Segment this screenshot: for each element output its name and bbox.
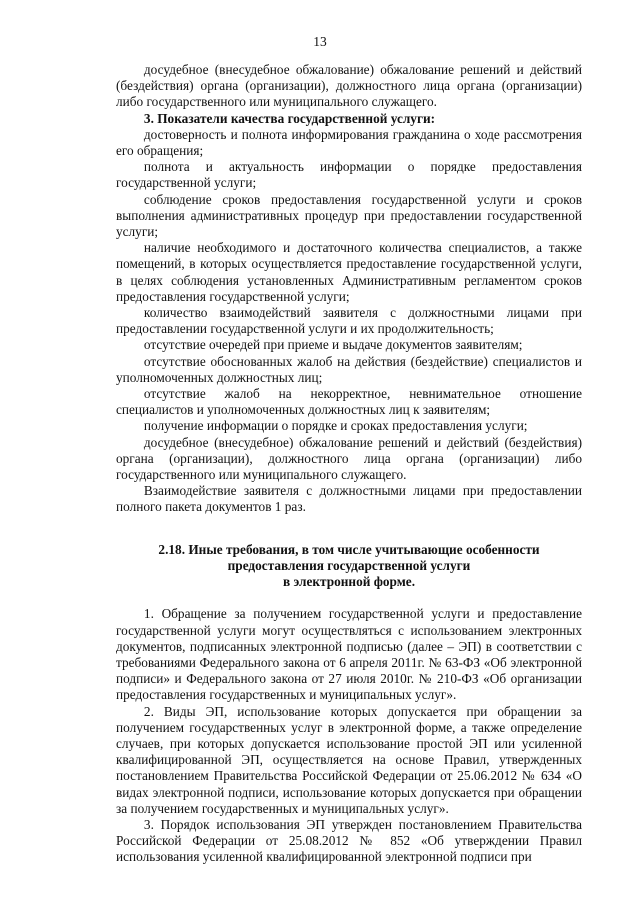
section-body <box>116 606 582 865</box>
quality-item: отсутствие обоснованных жалоб на действия (бездействие) специалистов и уполномоченных должностных лиц; <box>116 353 582 385</box>
intro-paragraph: досудебное (внесудебное обжалование) обжалование решений и действий (бездействия) органа (организации), должностного лица органа (организации) либо государственного или муниципального служащего. <box>116 62 582 110</box>
quality-item: отсутствие очередей при приеме и выдаче документов заявителям; <box>143 337 523 353</box>
section-paragraph: 2. Виды ЭП, использование которых допускается при обращении за получением государственных услуг в электронной форме, а также определение случаев, при которых допускается использование простой ЭП или усиленной квалифицированной ЭП, осуществляется на основе Правил, утвержденных постановлением Правительства Российской Федерации от 25.06.2012 № 634 «О видах электронной подписи, использование которых допускается при обращении за получением государственных и муниципальных услуг». <box>116 703 582 816</box>
quality-item: соблюдение сроков предоставления государственной услуги и сроков выполнения административных процедур при предоставлении государственной услуги; <box>116 191 582 240</box>
quality-item: досудебное (внесудебное) обжалование решений и действий (бездействия) органа (организации), должностного лица органа (организации) либо государственного или муниципального служащего. <box>116 434 582 483</box>
section-heading-line: 2.18. Иные требования, в том числе учитывающие особенности <box>158 541 540 557</box>
quality-item: получение информации о порядке и сроках предоставления услуги; <box>143 418 528 434</box>
page-number: 13 <box>313 34 327 49</box>
quality-item: отсутствие жалоб на некорректное, невнимательное отношение специалистов и уполномоченных должностных лиц к заявителям; <box>116 386 582 418</box>
section-paragraph: 1. Обращение за получением государственной услуги и предоставление государственной услуги могут осуществляться с использованием электронных документов, подписанных электронной подписью (далее – ЭП) в соответствии с требованиями Федерального закона от 6 апреля 2011г. № 63-ФЗ «Об электронной подписи» и Федерального закона от 27 июля 2010г. № 210-ФЗ «Об организации предоставления государственных и муниципальных услуг». <box>116 606 582 703</box>
quality-item: достоверность и полнота информирования гражданина о ходе рассмотрения его обращения; <box>116 126 582 159</box>
quality-item: наличие необходимого и достаточного количества специалистов, а также помещений, в которых осуществляется предоставление государственной услуги, в целях соблюдения установленных Административным регламентом сроков предоставления государственной услуги; <box>116 240 582 304</box>
quality-item: полнота и актуальность информации о порядке предоставления государственной услуги; <box>116 159 582 191</box>
quality-item: Взаимодействие заявителя с должностными лицами при предоставлении полного пакета документов 1 раз. <box>116 483 582 515</box>
section-heading-line: предоставления государственной услуги <box>227 557 471 573</box>
quality-item: количество взаимодействий заявителя с должностными лицами при предоставлении государственной услуги и их продолжительность; <box>116 305 582 337</box>
section-heading <box>116 542 582 591</box>
quality-heading: 3. Показатели качества государственной услуги: <box>143 110 436 126</box>
section-paragraph: 3. Порядок использования ЭП утвержден постановлением Правительства Российской Федерации от 25.08.2012 № 852 «Об утверждении Правил использования усиленной квалифицированной электронной подписи при <box>116 816 582 865</box>
document-body <box>116 62 582 866</box>
quality-list <box>116 127 582 516</box>
section-heading-line: в электронной форме. <box>282 574 416 590</box>
